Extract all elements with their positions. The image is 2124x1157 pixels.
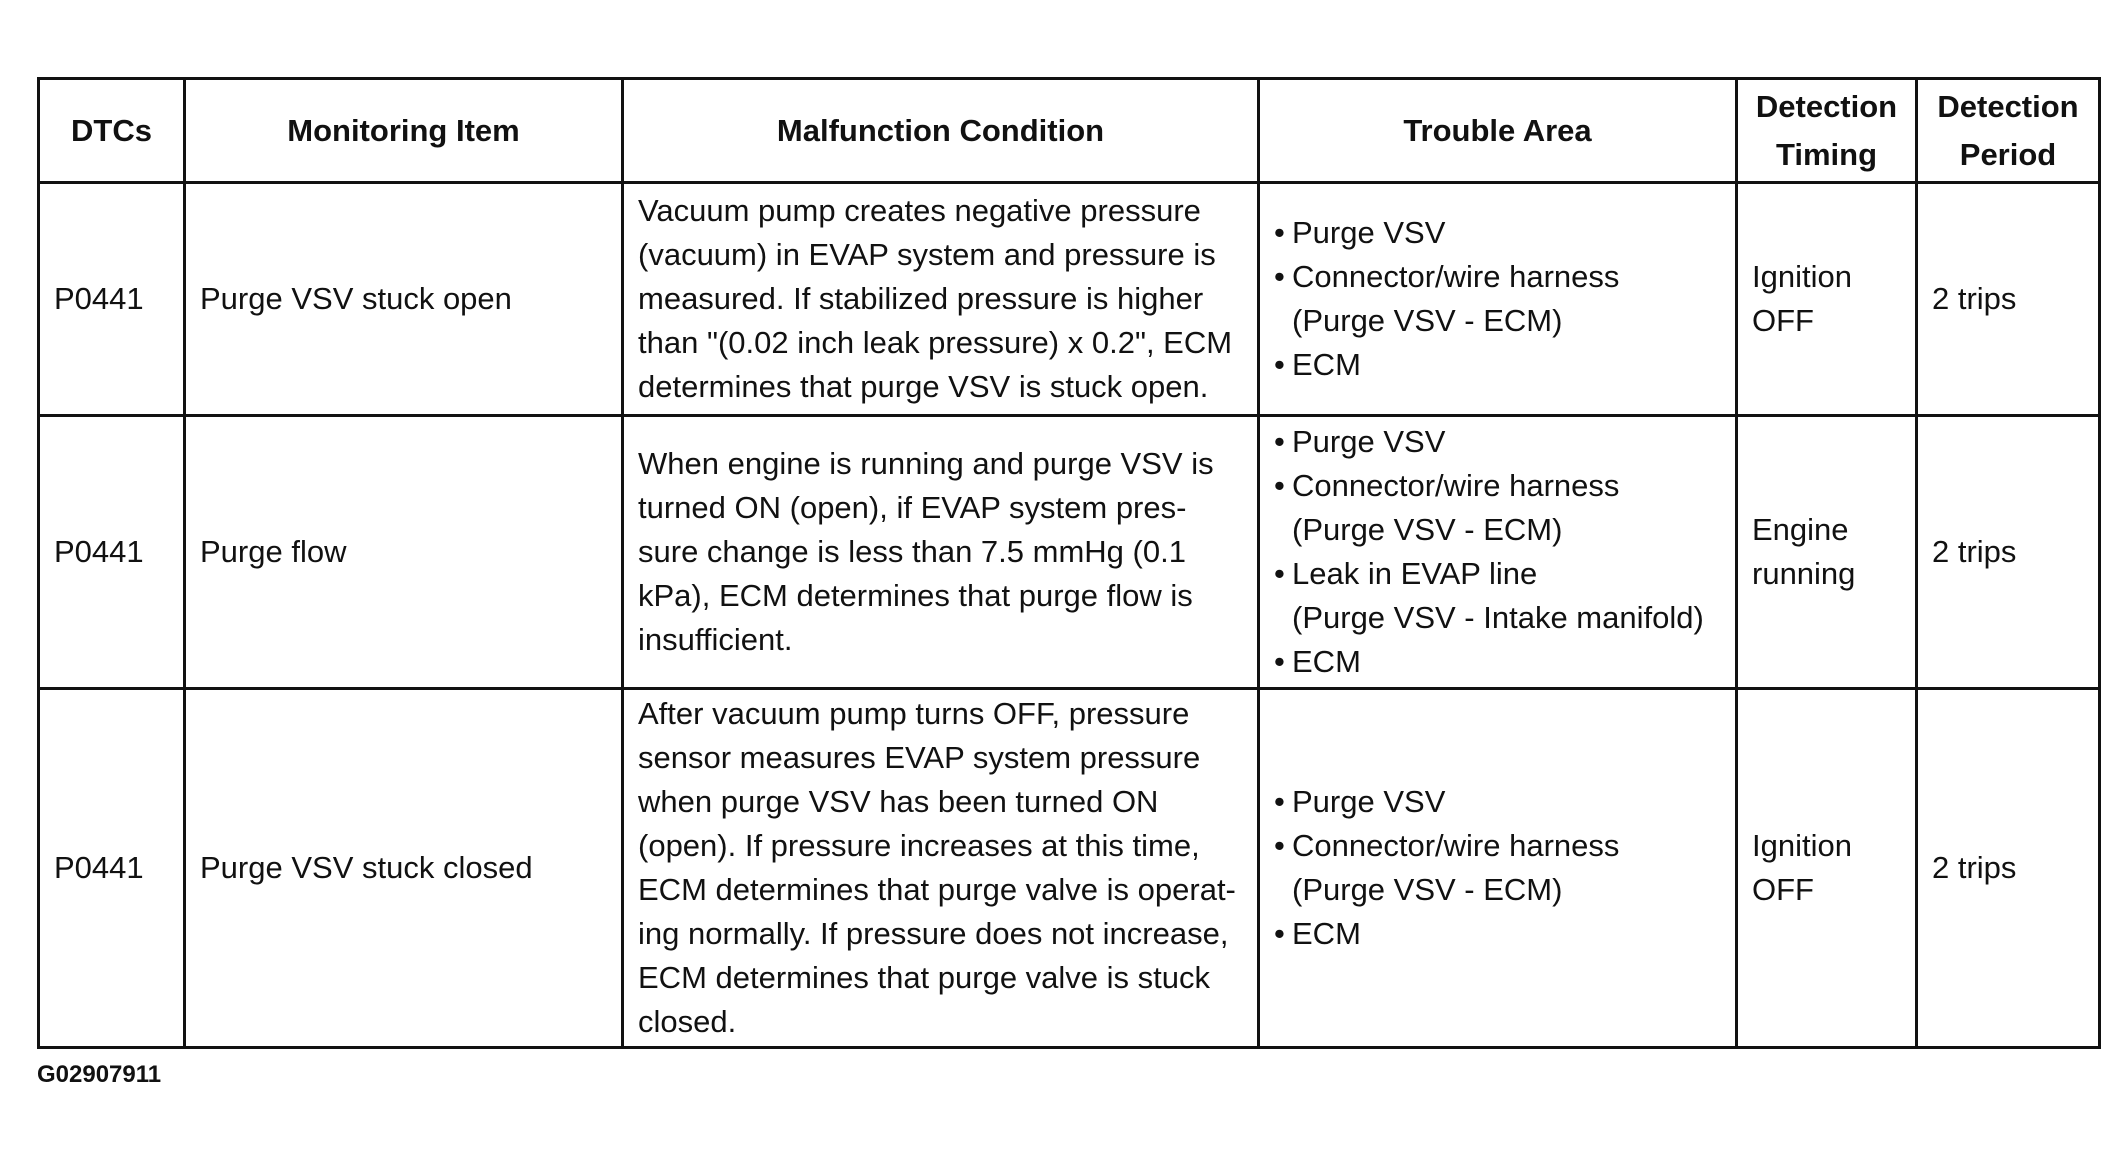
condition-line: turned ON (open), if EVAP system pres- <box>638 490 1187 525</box>
condition-line: (vacuum) in EVAP system and pressure is <box>638 237 1216 272</box>
condition-line: ECM determines that purge valve is stuck <box>638 960 1211 995</box>
condition-line: ing normally. If pressure does not increase, <box>638 916 1229 951</box>
trouble-area-cell <box>1259 689 1737 1048</box>
header-detection-timing-line2: Timing <box>1775 136 1878 172</box>
trouble-area-item: • Connector/wire harness (Purge VSV - ECM) <box>1274 464 1725 552</box>
table-row <box>39 183 2100 416</box>
header-row <box>39 79 2100 183</box>
dtc-cell: P0441 <box>39 183 185 416</box>
trouble-area-sub: (Purge VSV - ECM) <box>1292 512 1563 547</box>
condition-line: Vacuum pump creates negative pressure <box>638 193 1201 228</box>
condition-line: measured. If stabilized pressure is higher <box>638 281 1204 316</box>
condition-line: than "(0.02 inch leak pressure) x 0.2", ECM <box>638 325 1233 360</box>
trouble-area-item: • ECM <box>1274 912 1725 956</box>
table-row <box>39 689 2100 1048</box>
trouble-area-item: • ECM <box>1274 640 1725 684</box>
header-detection-timing <box>1737 79 1917 183</box>
trouble-area-item: • ECM <box>1274 343 1725 387</box>
condition-line: When engine is running and purge VSV is <box>638 446 1214 481</box>
trouble-area-item: • Purge VSV <box>1274 211 1725 255</box>
dtc-cell: P0441 <box>39 689 185 1048</box>
detection-period-cell: 2 trips <box>1917 689 2100 1048</box>
monitoring-item-cell: Purge VSV stuck open <box>185 183 623 416</box>
header-detection-period-line2: Period <box>1959 136 2057 172</box>
condition-line: determines that purge VSV is stuck open. <box>638 369 1209 404</box>
dtc-cell: P0441 <box>39 416 185 689</box>
trouble-area-sub: (Purge VSV - ECM) <box>1292 872 1563 907</box>
header-detection-timing-line1: Detection <box>1755 88 1898 124</box>
trouble-area-cell <box>1259 183 1737 416</box>
trouble-area-item: • Connector/wire harness (Purge VSV - ECM) <box>1274 824 1725 912</box>
trouble-area-cell <box>1259 416 1737 689</box>
detection-period-cell: 2 trips <box>1917 416 2100 689</box>
condition-line: (open). If pressure increases at this time, <box>638 828 1200 863</box>
condition-line: ECM determines that purge valve is operat- <box>638 872 1236 907</box>
condition-line: closed. <box>638 1004 737 1039</box>
trouble-area-list <box>1274 780 1725 956</box>
trouble-area-item: • Purge VSV <box>1274 780 1725 824</box>
figure-code: G02907911 <box>37 1061 162 1088</box>
header-detection-period-line1: Detection <box>1937 88 2079 124</box>
detection-timing-cell: Ignition OFF <box>1737 183 1917 416</box>
trouble-area-list <box>1274 211 1725 387</box>
trouble-area-list <box>1274 420 1725 684</box>
trouble-area-sub: (Purge VSV - ECM) <box>1292 303 1563 338</box>
monitoring-item-cell: Purge flow <box>185 416 623 689</box>
malfunction-condition-cell <box>623 416 1259 689</box>
detection-timing-cell: Engine running <box>1737 416 1917 689</box>
monitoring-item-cell: Purge VSV stuck closed <box>185 689 623 1048</box>
dtc-table <box>37 77 2101 1049</box>
trouble-area-item: • Connector/wire harness (Purge VSV - ECM) <box>1274 255 1725 343</box>
trouble-area-item: • Purge VSV <box>1274 420 1725 464</box>
detection-timing-cell: Ignition OFF <box>1737 689 1917 1048</box>
header-malfunction-condition: Malfunction Condition <box>623 79 1259 183</box>
header-dtcs: DTCs <box>39 79 185 183</box>
condition-line: sure change is less than 7.5 mmHg (0.1 <box>638 534 1186 569</box>
header-trouble-area: Trouble Area <box>1259 79 1737 183</box>
header-monitoring-item: Monitoring Item <box>185 79 623 183</box>
malfunction-condition-cell <box>623 689 1259 1048</box>
detection-period-cell: 2 trips <box>1917 183 2100 416</box>
condition-line: insufficient. <box>638 622 793 657</box>
condition-line: kPa), ECM determines that purge flow is <box>638 578 1193 613</box>
table-row <box>39 416 2100 689</box>
condition-line: sensor measures EVAP system pressure <box>638 740 1201 775</box>
condition-line: After vacuum pump turns OFF, pressure <box>638 696 1190 731</box>
header-detection-period <box>1917 79 2100 183</box>
condition-line: when purge VSV has been turned ON <box>638 784 1159 819</box>
trouble-area-sub: (Purge VSV - Intake manifold) <box>1292 600 1704 635</box>
trouble-area-item: • Leak in EVAP line (Purge VSV - Intake manifold) <box>1274 552 1725 640</box>
malfunction-condition-cell <box>623 183 1259 416</box>
